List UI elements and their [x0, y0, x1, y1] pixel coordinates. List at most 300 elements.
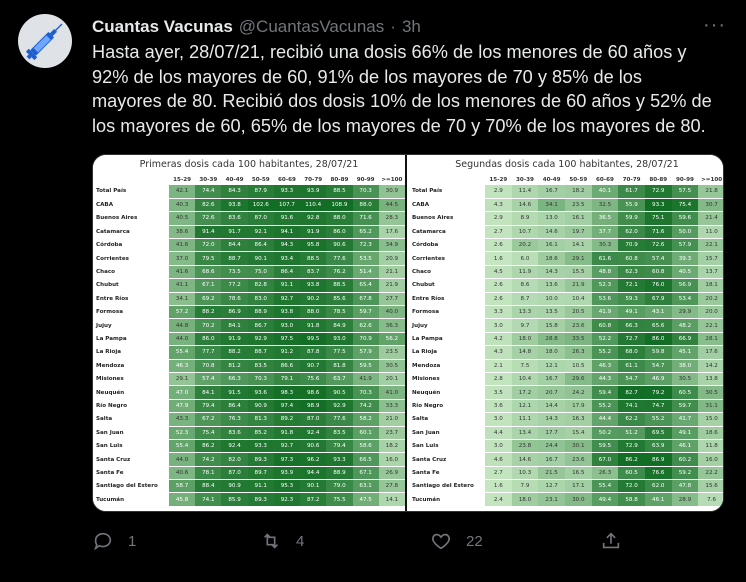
- table-cell: 93.8: [300, 279, 326, 292]
- table-row: [409, 413, 724, 426]
- table-row: [93, 332, 405, 345]
- table-cell: 86.0: [195, 332, 221, 345]
- table-cell: 57.9: [353, 346, 379, 359]
- column-header: 15-29: [489, 177, 508, 183]
- table-row: [409, 252, 724, 265]
- table-cell: 30.5: [698, 386, 724, 399]
- retweet-button[interactable]: [260, 530, 304, 552]
- table-cell: 84.4: [221, 239, 247, 252]
- table-cell: 21.4: [698, 212, 724, 225]
- table-row: [409, 480, 724, 493]
- table-cell: 18.2: [379, 439, 405, 452]
- table-cell: 44.4: [592, 413, 619, 426]
- table-cell: 40.1: [592, 185, 619, 198]
- table-row: [93, 372, 405, 385]
- table-cell: 30.5: [379, 359, 405, 372]
- row-label: Chaco: [93, 265, 169, 278]
- table-cell: 71.6: [353, 212, 379, 225]
- table-cell: 60.8: [592, 319, 619, 332]
- table-row: [409, 346, 724, 359]
- table-cell: 27.8: [379, 480, 405, 493]
- table-cell: 17.6: [379, 225, 405, 238]
- table-cell: 91.9: [221, 332, 247, 345]
- table-row: [409, 279, 724, 292]
- table-row: [93, 306, 405, 319]
- table-cell: 67.1: [353, 466, 379, 479]
- table-cell: 93.3: [248, 439, 274, 452]
- table-cell: 49.1: [672, 426, 699, 439]
- table-cell: 55.9: [618, 198, 645, 211]
- like-icon: [430, 530, 452, 552]
- table-cell: 92.3: [274, 493, 300, 506]
- row-label: Salta: [409, 413, 485, 426]
- row-label: Chaco: [409, 265, 485, 278]
- table-cell: 55.2: [592, 346, 619, 359]
- table-cell: 24.2: [565, 386, 592, 399]
- table-cell: 33.3: [379, 399, 405, 412]
- row-label: Neuquén: [93, 386, 169, 399]
- table-cell: 60.2: [672, 453, 699, 466]
- table-cell: 90.9: [248, 399, 274, 412]
- row-label: Córdoba: [409, 239, 485, 252]
- table-cell: 39.3: [672, 252, 699, 265]
- table-row: [93, 493, 405, 506]
- table-cell: 44.0: [169, 332, 195, 345]
- table-cell: 22.1: [698, 239, 724, 252]
- table-cell: 9.7: [512, 319, 539, 332]
- table-cell: 63.7: [326, 372, 352, 385]
- table-cell: 6.0: [512, 252, 539, 265]
- table-cell: 40.3: [169, 198, 195, 211]
- table-cell: 89.3: [248, 453, 274, 466]
- table-cell: 88.2: [195, 306, 221, 319]
- table-cell: 73.5: [221, 265, 247, 278]
- author-name[interactable]: Cuantas Vacunas: [92, 17, 233, 36]
- table-cell: 17.7: [538, 426, 565, 439]
- table-cell: 97.5: [274, 332, 300, 345]
- table-cell: 79.4: [326, 439, 352, 452]
- table-cell: 66.9: [672, 332, 699, 345]
- table-cell: 90.5: [326, 386, 352, 399]
- table-cell: 47.9: [169, 399, 195, 412]
- table-cell: 86.0: [645, 332, 672, 345]
- table-cell: 74.2: [195, 453, 221, 466]
- row-label: Formosa: [409, 306, 485, 319]
- table-row: [93, 386, 405, 399]
- table-cell: 2.1: [485, 359, 512, 372]
- table-cell: 4.2: [485, 332, 512, 345]
- tweet-time[interactable]: 3h: [401, 17, 421, 36]
- table-cell: 16.7: [538, 372, 565, 385]
- table-cell: 81.2: [221, 359, 247, 372]
- table-cell: 107.7: [274, 198, 300, 211]
- table-row: [409, 292, 724, 305]
- table-cell: 77.6: [326, 413, 352, 426]
- table-cell: 88.0: [326, 212, 352, 225]
- table-cell: 34.1: [169, 292, 195, 305]
- table-cell: 16.3: [565, 413, 592, 426]
- table-cell: 19.7: [565, 225, 592, 238]
- table-cell: 43.3: [169, 413, 195, 426]
- table-cell: 67.9: [645, 292, 672, 305]
- table-cell: 59.7: [353, 306, 379, 319]
- table-cell: 29.1: [169, 372, 195, 385]
- first-dose-title: Primeras dosis cada 100 habitantes, 28/07/21: [139, 159, 359, 170]
- table-cell: 77.7: [195, 346, 221, 359]
- table-cell: 72.9: [618, 439, 645, 452]
- table-cell: 84.9: [326, 319, 352, 332]
- table-cell: 82.6: [195, 198, 221, 211]
- table-cell: 93.6: [248, 386, 274, 399]
- table-cell: 86.0: [326, 225, 352, 238]
- table-cell: 58.8: [618, 493, 645, 506]
- table-cell: 98.3: [274, 386, 300, 399]
- table-cell: 91.4: [195, 225, 221, 238]
- table-cell: 46.3: [592, 359, 619, 372]
- second-dose-table: [409, 175, 724, 507]
- table-cell: 16.7: [538, 453, 565, 466]
- table-cell: 48.8: [592, 265, 619, 278]
- table-cell: 41.9: [592, 306, 619, 319]
- first-dose-table: [93, 175, 405, 507]
- table-cell: 90.7: [300, 359, 326, 372]
- table-cell: 91.1: [274, 279, 300, 292]
- table-row: [409, 386, 724, 399]
- table-row: [409, 466, 724, 479]
- table-row: [93, 279, 405, 292]
- table-cell: 2.8: [485, 372, 512, 385]
- table-cell: 23.6: [565, 319, 592, 332]
- table-cell: 62.3: [618, 265, 645, 278]
- table-cell: 27.7: [379, 292, 405, 305]
- table-cell: 13.6: [538, 279, 565, 292]
- table-cell: 91.5: [221, 386, 247, 399]
- table-cell: 62.6: [353, 319, 379, 332]
- table-cell: 44.8: [169, 319, 195, 332]
- table-cell: 87.0: [248, 212, 274, 225]
- table-cell: 47.8: [672, 480, 699, 493]
- table-cell: 52.3: [592, 279, 619, 292]
- table-cell: 86.4: [248, 239, 274, 252]
- table-cell: 23.5: [565, 198, 592, 211]
- table-cell: 67.0: [592, 453, 619, 466]
- table-row: [409, 212, 724, 225]
- table-cell: 59.6: [672, 212, 699, 225]
- reply-button[interactable]: [92, 530, 136, 552]
- table-cell: 44.0: [169, 453, 195, 466]
- table-cell: 2.6: [485, 292, 512, 305]
- table-row: [93, 319, 405, 332]
- table-cell: 37.7: [592, 225, 619, 238]
- second-dose-table-panel: [409, 155, 724, 511]
- table-cell: 53.6: [592, 292, 619, 305]
- table-cell: 91.6: [274, 212, 300, 225]
- table-cell: 26.9: [379, 466, 405, 479]
- table-cell: 40.5: [672, 265, 699, 278]
- column-header: 70-79: [304, 177, 323, 183]
- table-cell: 28.8: [538, 332, 565, 345]
- table-cell: 57.4: [645, 252, 672, 265]
- table-cell: 46.1: [645, 493, 672, 506]
- table-cell: 68.0: [618, 346, 645, 359]
- table-row: [409, 332, 724, 345]
- tweet-image[interactable]: [92, 154, 724, 512]
- table-cell: 61.6: [592, 252, 619, 265]
- row-label: San Juan: [93, 426, 169, 439]
- table-cell: 70.2: [195, 319, 221, 332]
- table-cell: 4.3: [485, 346, 512, 359]
- table-cell: 102.6: [248, 198, 274, 211]
- table-cell: 72.3: [353, 239, 379, 252]
- table-row: [93, 212, 405, 225]
- table-cell: 88.5: [326, 185, 352, 198]
- table-row: [409, 359, 724, 372]
- table-row: [93, 239, 405, 252]
- table-row: [93, 252, 405, 265]
- table-cell: 70.9: [618, 239, 645, 252]
- table-cell: 41.6: [169, 239, 195, 252]
- row-label: Misiones: [93, 372, 169, 385]
- table-cell: 86.4: [274, 265, 300, 278]
- table-cell: 10.5: [565, 359, 592, 372]
- table-cell: 46.9: [645, 372, 672, 385]
- table-cell: 18.0: [512, 493, 539, 506]
- table-cell: 93.0: [274, 319, 300, 332]
- table-cell: 70.3: [353, 386, 379, 399]
- table-cell: 92.1: [248, 225, 274, 238]
- table-cell: 88.4: [195, 480, 221, 493]
- table-cell: 15.4: [565, 426, 592, 439]
- table-cell: 65.2: [353, 225, 379, 238]
- table-cell: 92.4: [300, 426, 326, 439]
- table-cell: 65.6: [645, 319, 672, 332]
- table-cell: 55.2: [645, 413, 672, 426]
- table-cell: 2.9: [485, 212, 512, 225]
- share-button[interactable]: [600, 530, 622, 552]
- table-cell: 85.6: [326, 292, 352, 305]
- table-cell: 29.6: [565, 372, 592, 385]
- table-cell: 83.6: [221, 212, 247, 225]
- author-handle[interactable]: @CuantasVacunas: [238, 17, 385, 36]
- table-cell: 32.5: [592, 198, 619, 211]
- table-row: [93, 346, 405, 359]
- table-cell: 79.2: [645, 386, 672, 399]
- table-cell: 12.7: [538, 480, 565, 493]
- avatar[interactable]: [18, 14, 72, 68]
- table-cell: 51.4: [353, 265, 379, 278]
- table-cell: 21.9: [565, 279, 592, 292]
- table-cell: 88.7: [221, 252, 247, 265]
- table-cell: 37.0: [169, 252, 195, 265]
- table-cell: 34.9: [379, 239, 405, 252]
- table-cell: 33.5: [565, 332, 592, 345]
- table-cell: 49.4: [592, 493, 619, 506]
- row-label: Santa Fe: [93, 466, 169, 479]
- table-cell: 70.3: [353, 185, 379, 198]
- table-cell: 93.3: [274, 185, 300, 198]
- table-cell: 71.6: [645, 225, 672, 238]
- table-cell: 36.5: [592, 212, 619, 225]
- table-cell: 83.5: [248, 359, 274, 372]
- table-cell: 4.5: [485, 265, 512, 278]
- table-cell: 10.4: [512, 372, 539, 385]
- table-cell: 57.9: [672, 239, 699, 252]
- table-cell: 14.8: [512, 346, 539, 359]
- table-cell: 91.8: [300, 319, 326, 332]
- column-header: 60-69: [596, 177, 614, 183]
- row-label: Total País: [409, 185, 485, 198]
- row-label: Santiago del Estero: [93, 480, 169, 493]
- table-cell: 58.7: [169, 480, 195, 493]
- row-label: Entre Ríos: [93, 292, 169, 305]
- table-cell: 14.3: [538, 413, 565, 426]
- table-cell: 29.9: [672, 306, 699, 319]
- row-label: San Luis: [93, 439, 169, 452]
- table-cell: 59.8: [645, 346, 672, 359]
- table-cell: 11.8: [698, 439, 724, 452]
- table-cell: 16.0: [698, 453, 724, 466]
- table-cell: 60.5: [618, 466, 645, 479]
- table-cell: 18.2: [565, 185, 592, 198]
- table-cell: 52.2: [592, 332, 619, 345]
- table-row: [409, 439, 724, 452]
- table-cell: 84.3: [221, 185, 247, 198]
- table-cell: 43.1: [645, 306, 672, 319]
- row-label: Salta: [93, 413, 169, 426]
- table-cell: 74.7: [645, 399, 672, 412]
- table-cell: 20.2: [512, 239, 539, 252]
- row-label: La Rioja: [93, 346, 169, 359]
- table-cell: 96.2: [300, 453, 326, 466]
- table-cell: 53.4: [672, 292, 699, 305]
- table-cell: 20.0: [698, 306, 724, 319]
- table-cell: 88.9: [248, 306, 274, 319]
- table-cell: 40.0: [379, 306, 405, 319]
- table-cell: 72.6: [645, 239, 672, 252]
- table-cell: 18.0: [512, 332, 539, 345]
- table-cell: 3.0: [485, 439, 512, 452]
- table-row: [409, 306, 724, 319]
- row-label: Corrientes: [409, 252, 485, 265]
- table-cell: 18.1: [698, 279, 724, 292]
- table-cell: 89.3: [248, 493, 274, 506]
- table-cell: 61.7: [618, 185, 645, 198]
- table-cell: 97.4: [274, 399, 300, 412]
- table-cell: 72.1: [618, 279, 645, 292]
- table-cell: 91.7: [221, 225, 247, 238]
- table-cell: 58.2: [353, 413, 379, 426]
- retweet-count: 4: [296, 532, 305, 550]
- column-header: 90-99: [675, 177, 694, 183]
- table-cell: 1.6: [485, 480, 512, 493]
- table-row: [409, 319, 724, 332]
- row-label: Santa Cruz: [409, 453, 485, 466]
- table-cell: 56.9: [672, 279, 699, 292]
- table-cell: 93.8: [274, 306, 300, 319]
- table-cell: 86.2: [618, 453, 645, 466]
- table-cell: 2.7: [485, 466, 512, 479]
- column-header: 60-69: [278, 177, 296, 183]
- column-header: 40-49: [542, 177, 561, 183]
- table-cell: 90.2: [300, 292, 326, 305]
- row-label: Tucumán: [409, 493, 485, 506]
- table-cell: 88.0: [300, 306, 326, 319]
- table-cell: 77.2: [221, 279, 247, 292]
- table-cell: 3.0: [485, 319, 512, 332]
- table-cell: 93.9: [274, 466, 300, 479]
- table-cell: 13.8: [698, 372, 724, 385]
- column-header: 30-39: [516, 177, 534, 183]
- table-cell: 41.0: [379, 386, 405, 399]
- row-label: CABA: [93, 198, 169, 211]
- like-button[interactable]: [430, 530, 483, 552]
- table-cell: 75.4: [672, 198, 699, 211]
- table-cell: 46.1: [672, 439, 699, 452]
- reply-count: 1: [128, 532, 137, 550]
- table-row: [409, 399, 724, 412]
- table-cell: 68.6: [195, 265, 221, 278]
- table-cell: 23.5: [379, 346, 405, 359]
- table-cell: 56.2: [379, 332, 405, 345]
- row-label: La Pampa: [409, 332, 485, 345]
- table-cell: 92.7: [274, 439, 300, 452]
- table-cell: 76.0: [645, 279, 672, 292]
- table-cell: 36.3: [379, 319, 405, 332]
- row-label: Catamarca: [93, 225, 169, 238]
- row-label: Córdoba: [93, 239, 169, 252]
- table-cell: 91.8: [274, 426, 300, 439]
- table-row: [409, 198, 724, 211]
- table-cell: 26.3: [592, 466, 619, 479]
- table-cell: 11.0: [698, 225, 724, 238]
- table-cell: 74.2: [353, 399, 379, 412]
- table-cell: 41.6: [169, 265, 195, 278]
- table-cell: 2.4: [485, 493, 512, 506]
- table-cell: 108.9: [326, 198, 352, 211]
- table-cell: 30.3: [592, 239, 619, 252]
- table-cell: 22.2: [698, 466, 724, 479]
- table-cell: 93.3: [326, 453, 352, 466]
- table-row: [93, 265, 405, 278]
- table-cell: 13.5: [538, 306, 565, 319]
- table-cell: 24.4: [538, 439, 565, 452]
- row-label: Jujuy: [409, 319, 485, 332]
- table-cell: 15.7: [698, 252, 724, 265]
- table-cell: 92.4: [221, 439, 247, 452]
- table-cell: 66.3: [221, 372, 247, 385]
- table-cell: 91.2: [274, 346, 300, 359]
- table-cell: 16.1: [538, 239, 565, 252]
- row-label: Formosa: [93, 306, 169, 319]
- table-cell: 16.1: [565, 212, 592, 225]
- table-cell: 45.1: [672, 346, 699, 359]
- table-cell: 44.3: [592, 372, 619, 385]
- table-cell: 72.6: [195, 212, 221, 225]
- table-cell: 82.0: [221, 453, 247, 466]
- table-cell: 88.9: [326, 466, 352, 479]
- column-header: 30-39: [199, 177, 218, 183]
- table-cell: 12.1: [512, 399, 539, 412]
- table-cell: 55.4: [169, 346, 195, 359]
- more-options-icon[interactable]: ···: [703, 14, 726, 36]
- table-cell: 87.8: [300, 346, 326, 359]
- row-label: Neuquén: [409, 386, 485, 399]
- table-cell: 90.6: [300, 439, 326, 452]
- table-cell: 79.1: [274, 372, 300, 385]
- table-cell: 17.9: [565, 399, 592, 412]
- table-cell: 48.2: [672, 319, 699, 332]
- table-cell: 47.0: [169, 386, 195, 399]
